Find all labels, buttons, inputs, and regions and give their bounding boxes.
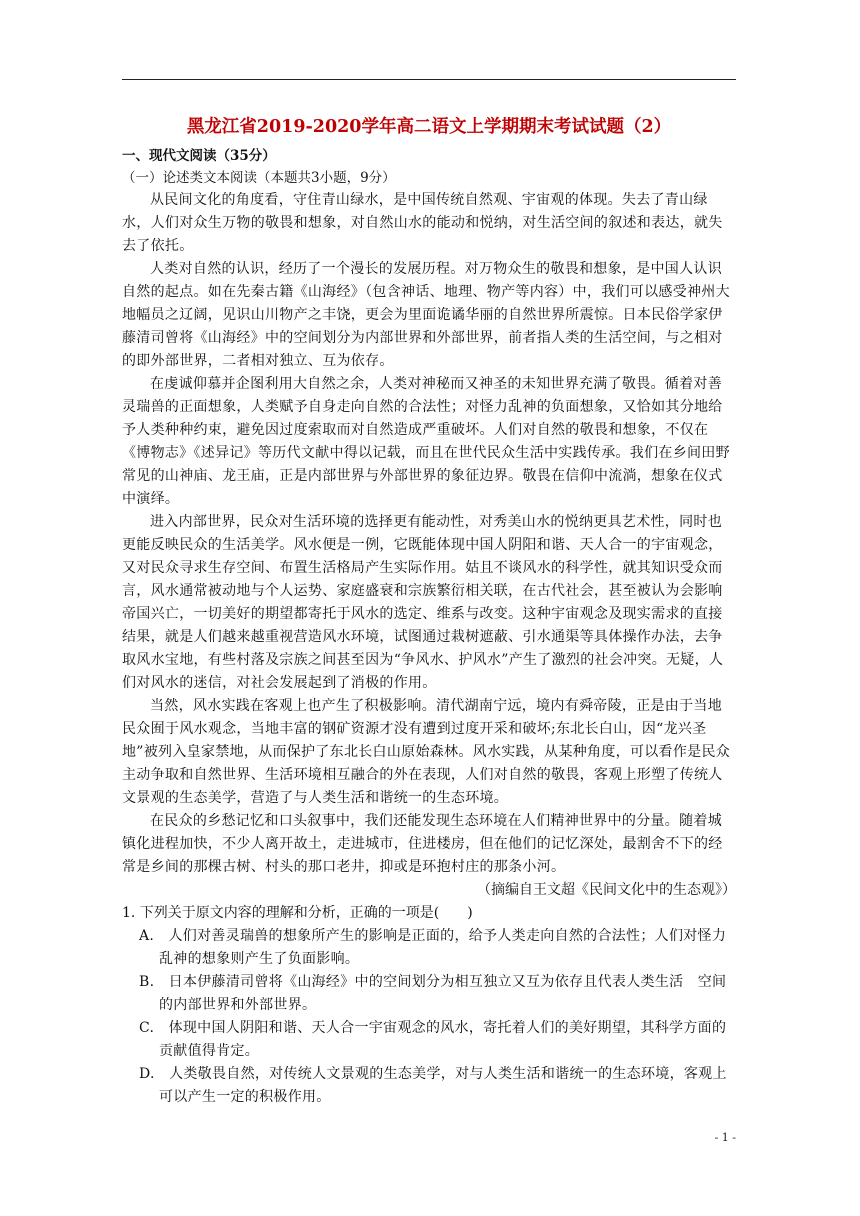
subsection-heading: （一）论述类文本阅读（本题共3小题，9分） — [122, 170, 396, 186]
paragraph: 从民间文化的角度看，守住青山绿水，是中国传统自然观、宇宙观的体现。失去了青山绿水，人们对众生万物的敬畏和想象，对自然山水的能动和悦纳，对生活空间的叙述和表达，就失去了依托。 — [122, 192, 723, 254]
answer-option-a: A. 人们对善灵瑞兽的想象所产生的影响是正面的，给予人类走向自然的合法性；人们对怪力乱神的想象则产生了负面影响。 — [139, 928, 727, 967]
answer-option-c: C. 体现中国人阴阳和谐、天人合一宇宙观念的风水，寄托着人们的美好期望，其科学方面的贡献值得肯定。 — [139, 1020, 727, 1059]
paragraph: 当然，风水实践在客观上也产生了积极影响。清代湖南宁远，境内有舜帝陵，正是由于当地民众囿于风水观念，当地丰富的钢矿资源才没有遭到过度开采和破坏;东北长白山，因“龙兴圣地”被列入皇家禁地，从而保护了东北长白山原始森林。风水实践，从某种角度，可以看作是民众主动争取和自然世界、生活环境相互融合的外在表现，人们对自然的敬畏，客观上形塑了传统人文景观的生态美学，营造了与人类生活和谐统一的生态环境。 — [122, 698, 731, 806]
document-title: 黑龙江省2019-2020学年高二语文上学期期末考试试题（2） — [186, 117, 672, 137]
paragraph: 人类对自然的认识，经历了一个漫长的发展历程。对万物众生的敬畏和想象，是中国人认识自然的起点。如在先秦古籍《山海经》（包含神话、地理、物产等内容）中，我们可以感受神州大地幅员之辽阔，见识山川物产之丰饶，更会为里面诡谲华丽的自然世界所震惊。日本民俗学家伊藤清司曾将《山海经》中的空间划分为内部世界和外部世界，前者指人类的生活空间，与之相对的即外部世界，二者相对独立、互为依存。 — [122, 261, 730, 369]
document-page — [122, 112, 736, 1109]
paragraph: 在民众的乡愁记忆和口头叙事中，我们还能发现生态环境在人们精神世界中的分量。随着城镇化进程加快，不少人离开故土，走进城市，住进楼房，但在他们的记忆深处，最割舍不下的经常是乡间的那棵古树、村头的那口老井，抑或是环抱村庄的那条小河。 — [122, 813, 723, 875]
paragraph: 进入内部世界，民众对生活环境的选择更有能动性，对秀美山水的悦纳更具艺术性，同时也更能反映民众的生活美学。风水便是一例，它既能体现中国人阴阳和谐、天人合一的宇宙观念，又对民众寻求生存空间、布置生活格局产生实际作用。姑且不谈风水的科学性，就其知识受众而言，风水通常被动地与个人运势、家庭盛衰和宗族繁衍相关联，在古代社会，甚至被认为会影响帝国兴亡，一切美好的期望都寄托于风水的选定、维系与改变。这种宇宙观念及现实需求的直接结果，就是人们越来越重视营造风水环境，试图通过栽树遮蔽、引水通渠等具体操作办法，去争取风水宝地，有些村落及宗族之间甚至因为“争风水、护风水”产生了激烈的社会冲突。无疑，人们对风水的迷信，对社会发展起到了消极的作用。 — [122, 514, 724, 691]
section-heading: 一、现代文阅读（35分） — [122, 148, 276, 164]
paragraph: 在虔诚仰慕并企图利用大自然之余，人类对神秘而又神圣的未知世界充满了敬畏。循着对善灵瑞兽的正面想象，人类赋予自身走向自然的合法性；对怪力乱神的负面想象，又恰如其分地给予人类种种约束，避免因过度索取而对自然造成严重破坏。人们对自然的敬畏和想象，不仅在《博物志》《述异记》等历代文献中得以记载，而且在世代民众生活中实践传承。我们在乡间田野常见的山神庙、龙王庙，正是内部世界与外部世界的象征边界。敬畏在信仰中流淌，想象在仪式中演绎。 — [122, 376, 730, 507]
answer-option-b: B. 日本伊藤清司曾将《山海经》中的空间划分为相互独立又互为依存且代表人类生活 空间的内部世界和外部世界。 — [139, 974, 727, 1013]
answer-option-d: D. 人类敬畏自然，对传统人文景观的生态美学，对与人类生活和谐统一的生态环境，客观上可以产生一定的积极作用。 — [139, 1066, 727, 1105]
page-number: - 1 - — [714, 1131, 736, 1144]
source-citation: （摘编自王文超《民间文化中的生态观》） — [477, 882, 736, 898]
question-stem: 1. 下列关于原文内容的理解和分析，正确的一项是( ) — [122, 905, 473, 921]
header-rule — [122, 79, 736, 80]
